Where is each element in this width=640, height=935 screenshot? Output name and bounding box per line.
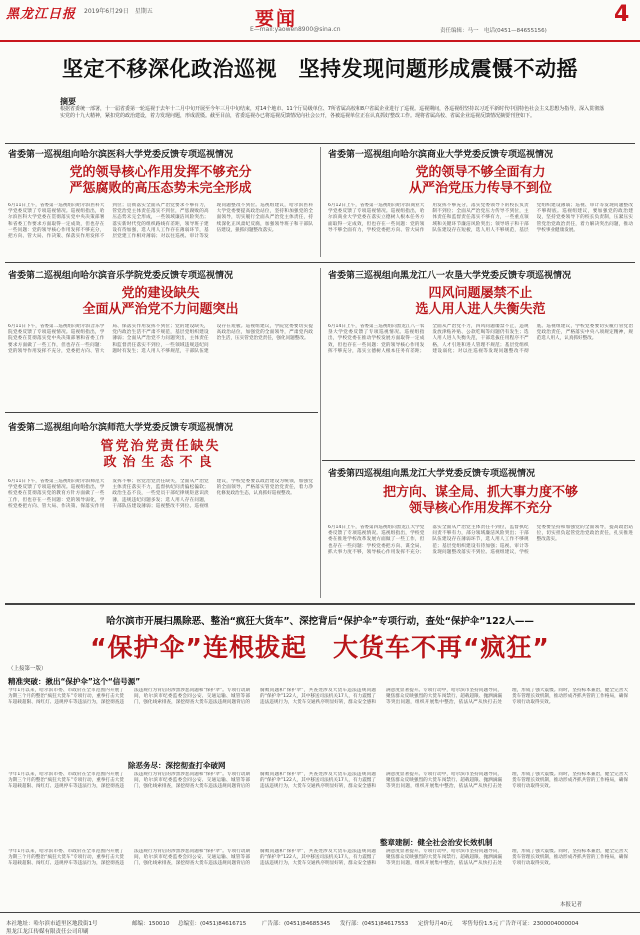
row-divider: [5, 262, 635, 263]
section-title: 要闻: [255, 8, 298, 30]
article-4: [328, 268, 633, 392]
article-title-line1: 党的领导不够全面有力: [415, 165, 546, 180]
footer-address: 本社地址：哈尔滨市道里区地段街1号: [6, 921, 98, 927]
article-body: 6月11日下午，省委第二巡视组向哈尔滨音乐学院党委反馈了专项巡视情况。巡视组指出，学院党委在贯彻落实党中央决策部署和省委工作要求方面做了一些工作，但也存在一些问题：党的领导作用发挥不充分，党委把方向、管大局、保落实作用发挥不到位；党的建设缺失，党内政治生活不严肃不规范，基层党组织建设薄弱；全面从严治党不力问题突出，主体责任和监督责任落实不到位，一些领域违规违纪问题时有发生；选人用人不够规范，干部队伍建设存在短板。巡视组建议，学院党委要切实提高政治站位，加强党的全面领导，严肃党内政治生活，压实管党治党责任，强化问题整改。: [8, 324, 313, 354]
masthead-divider: [0, 40, 640, 42]
article-kicker: 省委第二巡视组向哈尔滨音乐学院党委反馈专项巡视情况: [8, 271, 234, 281]
issue-date: 2019年6月29日 星期五: [84, 8, 153, 15]
article-body: 6月14日上午，省委第三巡视组向黑龙江八一农垦大学党委反馈了专项巡视情况。巡视组指出，学校党委在推动学校发展方面取得一定成效，但也存在一些问题：党的领导核心作用发挥不够充分，落实立德树人根本任务有差距；全面从严治党不力，四风问题屡禁不止，违规发放津贴补贴、公款吃喝等问题仍有发生；选人用人进人失衡失范，干部选拔任用程序不严格，人才引进和进人管理不规范；基层党组织建设弱化；对以往巡视等发现问题整改不彻底。巡视组建议，学校党委要切实履行管党治党政治责任，严格落实中央八项规定精神，规范选人用人，认真抓好整改。: [328, 324, 633, 354]
article-title-line1: 把方向、谋全局、抓大事力度不够: [382, 485, 578, 500]
article-kicker: 省委第三巡视组向黑龙江八一农垦大学党委反馈专项巡视情况: [328, 271, 572, 281]
row-divider: [5, 143, 635, 144]
feature-divider: [5, 603, 635, 605]
newspaper-logo: 黑龙江日报: [6, 7, 77, 22]
footer-issue: 发行部：(0451)84617553: [340, 921, 409, 927]
article-kicker: 省委第一巡视组向哈尔滨商业大学党委反馈专项巡视情况: [328, 150, 554, 160]
masthead: [0, 0, 640, 40]
feature-body-2: 今年1月以来，哈尔滨市委、市政府在全市范围内开展了为期三个月的整治“疯狂大货车”专项行动，重拳打击大货车超载超限、闯红灯、违规停车等违法行为，深挖彻查违法违规行为背后的涉黑涉恶问题和“保护伞”。专项行动期间，哈尔滨市纪委监委会同公安、交通运输、城管等部门，强化线索排查，深挖彻查大货车违法违规问题背后的腐败问题和“保护伞”，共查处涉及大货车违法违规问题的“保护伞”122人，其中移送司法机关17人，有力震慑了违法违规行为，大货车交通秩序明显好转，群众安全感和满意度显著提升。专项行动中，哈尔滨市坚持问题导向，聚焦群众反映强烈的大货车闯禁行、超载超限、抛洒滴漏等突出问题，组织开展集中整治，依法从严从快打击处理，形成了强大震慑。同时，坚持标本兼治，健全完善大货车管理长效机制，推动形成齐抓共管的工作格局，确保专项行动取得实效。: [8, 772, 628, 790]
feature-body-3: 今年1月以来，哈尔滨市委、市政府在全市范围内开展了为期三个月的整治“疯狂大货车”专项行动，重拳打击大货车超载超限、闯红灯、违规停车等违法行为，深挖彻查违法违规行为背后的涉黑涉恶问题和“保护伞”。专项行动期间，哈尔滨市纪委监委会同公安、交通运输、城管等部门，强化线索排查，深挖彻查大货车违法违规问题背后的腐败问题和“保护伞”，共查处涉及大货车违法违规问题的“保护伞”122人，其中移送司法机关17人，有力震慑了违法违规行为，大货车交通秩序明显好转，群众安全感和满意度显著提升。专项行动中，哈尔滨市坚持问题导向，聚焦群众反映强烈的大货车闯禁行、超载超限、抛洒滴漏等突出问题，组织开展集中整治，依法从严从快打击处理，形成了强大震慑。同时，坚持标本兼治，健全完善大货车管理长效机制，推动形成齐抓共管的工作格局，确保专项行动取得实效。: [8, 849, 628, 867]
feature-body-1: 今年1月以来，哈尔滨市委、市政府在全市范围内开展了为期三个月的整治“疯狂大货车”专项行动，重拳打击大货车超载超限、闯红灯、违规停车等违法行为，深挖彻查违法违规行为背后的涉黑涉恶问题和“保护伞”。专项行动期间，哈尔滨市纪委监委会同公安、交通运输、城管等部门，强化线索排查，深挖彻查大货车违法违规问题背后的腐败问题和“保护伞”，共查处涉及大货车违法违规问题的“保护伞”122人，其中移送司法机关17人，有力震慑了违法违规行为，大货车交通秩序明显好转，群众安全感和满意度显著提升。专项行动中，哈尔滨市坚持问题导向，聚焦群众反映强烈的大货车闯禁行、超载超限、抛洒滴漏等突出问题，组织开展集中整治，依法从严从快打击处理，形成了强大震慑。同时，坚持标本兼治，健全完善大货车管理长效机制，推动形成齐抓共管的工作格局，确保专项行动取得实效。: [8, 688, 628, 706]
column-divider: [320, 268, 321, 598]
article-title-line1: 四风问题屡禁不止: [428, 286, 533, 301]
abstract-label: 摘要: [60, 96, 76, 106]
feature-subhead-2: 除恶务尽：深挖彻查打伞破网: [128, 761, 226, 770]
article-kicker: 省委第二巡视组向哈尔滨师范大学党委反馈专项巡视情况: [8, 423, 234, 433]
article-3: [8, 268, 313, 392]
footer-retail: 零售每份1.5元: [462, 921, 499, 927]
feature-subhead-3: 整章建制：健全社会治安长效机制: [380, 838, 493, 847]
main-headline: 坚定不移深化政治巡视 坚持发现问题形成震慑不动摇: [62, 57, 578, 81]
article-kicker: 省委第四巡视组向黑龙江大学党委反馈专项巡视情况: [328, 469, 536, 479]
article-title-line1: 党的领导核心作用发挥不够充分: [69, 165, 252, 180]
editor-info: 责任编辑：马一 电话(0451—84655156): [440, 28, 547, 34]
row-divider: [322, 460, 635, 461]
column-divider: [320, 147, 321, 257]
article-title-line2: 全面从严治党不力问题突出: [82, 302, 239, 317]
article-title-line2: 选人用人进人失衡失范: [415, 302, 546, 317]
feature-title: “保护伞”连根拔起 大货车不再“疯狂”: [90, 633, 550, 662]
article-title-line2: 严惩腐败的高压态势未完全形成: [69, 181, 252, 196]
section-email: E—mail:yaowen8900@sina.cn: [250, 26, 341, 33]
article-title-line1: 管党治党责任缺失: [100, 439, 221, 454]
article-kicker: 省委第一巡视组向哈尔滨医科大学党委反馈专项巡视情况: [8, 150, 234, 160]
footer-hotline: 总编室：(0451)84616715: [178, 921, 247, 927]
feature-byline: （上接第一版）: [8, 666, 47, 672]
footer-price: 定价每月40元: [418, 921, 453, 927]
article-body: 6月14日上午，省委第四巡视组向黑龙江大学党委反馈了专项巡视情况。巡视组指出，学校党委在推进学校改革发展方面做了一些工作，但也存在一些问题：学校党委把方向、谋全局、抓大事力度不够，领导核心作用发挥不充分；落实全面从严治党主体责任不到位，监督执纪问责不够有力，部分领域廉洁风险突出；干部队伍建设存在薄弱环节，选人用人工作不够规范；基层党组织建设有待加强；巡视、审计等发现问题整改落实不到位。巡视组建议，学校党委要坚持和加强党的全面领导，提高政治站位，切实担负起管党治党政治责任，扎实推进整改落实。: [328, 525, 633, 555]
article-2: [328, 147, 633, 263]
page-footer: [0, 912, 640, 935]
article-title-line1: 党的建设缺失: [121, 286, 200, 301]
article-title-line2: 领导核心作用发挥不充分: [408, 501, 552, 516]
article-1: [8, 147, 313, 263]
article-body: 6月11日上午，省委第一巡视组向哈尔滨医科大学党委反馈了专项巡视情况。巡视组指出，哈尔滨医科大学党委在贯彻落实党中央决策部署和省委工作要求方面取得一定成效，但也存在一些问题：党的领导核心作用发挥不够充分，把方向、管大局、作决策、保落实作用发挥不到位；贯彻落实全面从严治党要求不够有力，管党治党主体责任落实不到位，严惩腐败的高压态势未完全形成，一些领域廉洁风险突出；落实新时代党的组织路线有差距，领导班子建设有待加强，选人用人工作存在薄弱环节，基层党建工作相对薄弱；对以往巡视、审计等发现问题整改不到位。巡视组建议，哈尔滨医科大学党委要提高政治站位，坚持和加强党的全面领导，切实履行全面从严治党主体责任，持续深化正风肃纪反腐，加强领导班子和干部队伍建设，狠抓问题整改落实。: [8, 203, 313, 240]
article-title-line2: 从严治党压力传导不到位: [408, 181, 552, 196]
footer-ad: 广告部：(0451)84685345: [262, 921, 331, 927]
abstract-text: 根据省委统一部署，十一届省委第一轮巡视于去年十二月中旬开展至今年三月中旬结束，对14个地市、11个厅局级单位、7所省属高校和8户省属企业进行了巡视。巡视期间，各巡视组坚持以习近平新时代中国特色社会主义思想为指导，深入贯彻落实党的十九大精神，紧扣党的政治建设，着力发现问题，形成震慑。截至目前，省委巡视办已将巡视反馈情况向社会公开，各被巡视单位正在认真抓好整改工作。现将省属高校、省属企业巡视反馈情况摘要刊登如下。: [60, 106, 605, 119]
feature-source: 本报记者: [560, 902, 583, 908]
feature-subhead-1: 精准突破：揪出“保护伞”这个“信号源”: [8, 677, 141, 686]
page-number: 4: [614, 2, 630, 27]
article-title-line2: 政治生态不良: [103, 455, 218, 470]
feature-kicker: 哈尔滨市开展扫黑除恶、整治“疯狂大货车”、深挖背后“保护伞”专项行动，查处“保护伞”122人——: [106, 616, 534, 627]
article-body: 6月11日下午，省委第三巡视组向哈尔滨师范大学党委反馈了专项巡视情况。巡视组指出，学校党委在贯彻落实党的教育方针方面做了一些工作，但也存在一些问题：党的领导弱化，学校党委把方向、管大局、作决策、保落实作用发挥不够；管党治党责任缺失，全面从严治党主体责任落实不力，监督执纪问责偏松偏软；政治生态不良，一些党员干部纪律规矩意识淡薄，违规违纪问题多发；选人用人存在问题，干部队伍建设薄弱；巡视整改不到位。巡视组建议，学校党委要以政治建设为统领，加强党的全面领导，严格落实管党治党责任，着力净化修复政治生态，认真抓好巡视整改。: [8, 479, 313, 509]
article-6: [328, 466, 633, 610]
row-divider: [5, 412, 318, 413]
footer-license: 广告许可证：2300004000004: [500, 921, 579, 927]
article-5: [8, 420, 313, 589]
article-body: 6月12日上午，省委第一巡视组向哈尔滨商业大学党委反馈了专项巡视情况。巡视组指出，哈尔滨商业大学党委在落实立德树人根本任务方面取得一定成效，但也存在一些问题：党的领导不够全面有力，学校党委把方向、管大局作用发挥不够充分，落实党委领导下的校长负责制不到位；全面从严治党压力传导不到位，主体责任和监督责任落实不够有力，一些重点领域和关键环节廉洁风险突出；领导班子和干部队伍建设存在短板，选人用人不够规范，基层党组织建设薄弱；巡视、审计等发现问题整改不够彻底。巡视组建议，要加强党的政治建设，坚持党委领导下的校长负责制，压紧压实管党治党政治责任，着力解决突出问题，推动学校事业健康发展。: [328, 203, 633, 233]
footer-postcode: 邮编：150010: [132, 921, 170, 927]
footer-printer: 黑龙江龙江传媒有限责任公司印刷: [6, 929, 89, 935]
